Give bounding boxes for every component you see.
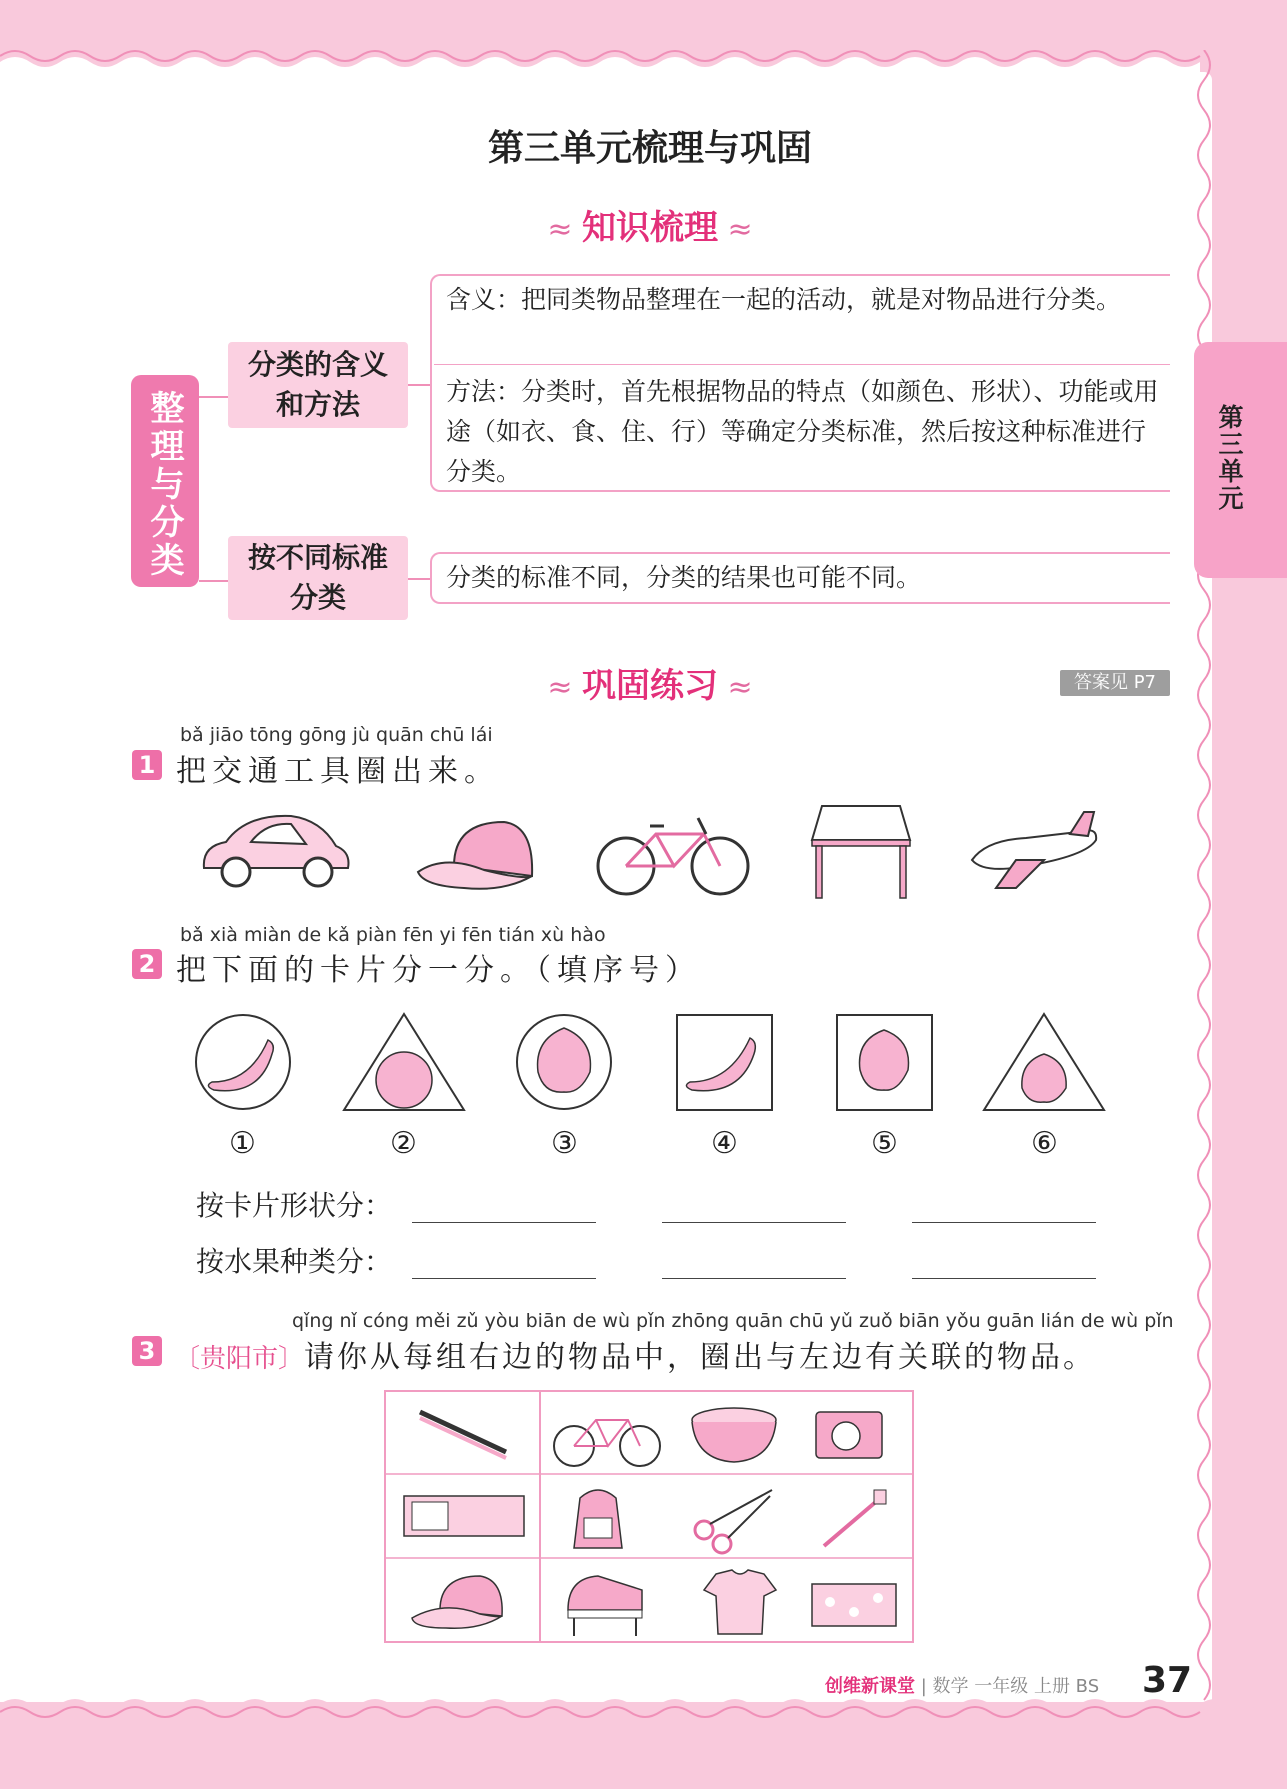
q3-number: 3 xyxy=(132,1336,162,1366)
footer-info: | 数学 一年级 上册 BS xyxy=(920,1676,1100,1697)
piano-icon[interactable] xyxy=(568,1576,642,1636)
tshirt-icon[interactable] xyxy=(704,1570,776,1634)
card-number-2: ② xyxy=(390,1126,417,1161)
wave-deco-icon: ≈ xyxy=(547,670,582,705)
section-heading-review xyxy=(0,200,1287,249)
branch-meaning-method xyxy=(228,342,408,428)
card-1-circle-banana xyxy=(196,1015,290,1109)
q1-text: 把交通工具圈出来。 xyxy=(176,754,500,789)
camera-icon[interactable] xyxy=(816,1412,882,1458)
connector-line xyxy=(199,396,228,398)
q1-number: 1 xyxy=(132,750,162,780)
footer-brand: 创维新课堂 xyxy=(825,1676,915,1697)
meaning-method-box xyxy=(430,274,1170,492)
card-number-4: ④ xyxy=(711,1126,738,1161)
card-number-1: ① xyxy=(229,1126,256,1161)
card-number-3: ③ xyxy=(551,1126,578,1161)
answer-blank[interactable] xyxy=(912,1222,1096,1223)
mindmap-root-label: 整理与分类 xyxy=(144,390,184,580)
right-wave-border xyxy=(1192,50,1237,1710)
fruit-cards xyxy=(190,1010,1190,1115)
section-heading-practice-label: 巩固练习 xyxy=(582,666,718,706)
q2-text: 把下面的卡片分一分。（填序号） xyxy=(176,953,701,988)
toothbrush-icon[interactable] xyxy=(824,1490,886,1546)
card-2-triangle-apple xyxy=(344,1014,464,1110)
answer-blank[interactable] xyxy=(662,1278,846,1279)
q3-text: 请你从每组右边的物品中，圈出与左边有关联的物品。 xyxy=(304,1340,1097,1375)
answer-blank[interactable] xyxy=(412,1222,596,1223)
wave-deco-icon: ≈ xyxy=(547,212,582,247)
connector-line xyxy=(408,384,430,386)
page-number: 37 xyxy=(1142,1660,1193,1701)
card-5-square-peach xyxy=(837,1015,932,1110)
unit-side-tab-label: 第三单元 xyxy=(1215,404,1244,512)
section-heading-review-label: 知识梳理 xyxy=(582,208,718,248)
cap-icon[interactable] xyxy=(414,816,538,892)
meaning-text: 含义：把同类物品整理在一起的活动，就是对物品进行分类。 xyxy=(446,285,1122,314)
footer xyxy=(825,1672,1099,1698)
standards-text: 分类的标准不同，分类的结果也可能不同。 xyxy=(446,563,922,592)
branch-meaning-method-label: 分类的含义和方法 xyxy=(248,348,389,421)
q2-number: 2 xyxy=(132,949,162,979)
standards-box xyxy=(430,552,1170,604)
scissors-icon[interactable] xyxy=(695,1490,772,1553)
q3-pinyin: qǐng nǐ cóng měi zǔ yòu biān de wù pǐn zhōng quān chū yǔ zuǒ biān yǒu guān lián de wù pǐn xyxy=(292,1310,1174,1332)
card-6-triangle-peach xyxy=(984,1014,1104,1110)
answer-blank[interactable] xyxy=(912,1278,1096,1279)
q2-pinyin: bǎ xià miàn de kǎ piàn fēn yi fēn tián xù hào xyxy=(180,924,606,946)
q3-city-tag: 〔贵阳市〕 xyxy=(174,1344,305,1374)
card-number-6: ⑥ xyxy=(1031,1126,1058,1161)
fabric-icon[interactable] xyxy=(812,1584,896,1626)
airplane-icon[interactable] xyxy=(966,808,1106,894)
table-icon[interactable] xyxy=(810,804,912,900)
branch-different-standards xyxy=(228,536,408,620)
wave-deco-icon: ≈ xyxy=(718,670,753,705)
page-title: 第三单元梳理与巩固 xyxy=(487,128,812,169)
bowl-icon[interactable] xyxy=(692,1408,776,1462)
match-grid-content xyxy=(384,1390,914,1643)
by-shape-label: 按卡片形状分： xyxy=(196,1189,393,1222)
cap-icon xyxy=(412,1576,502,1628)
connector-line xyxy=(199,580,228,582)
q3-line xyxy=(174,1332,1096,1376)
connector-line xyxy=(408,578,430,580)
q1-pinyin: bǎ jiāo tōng gōng jù quān chū lái xyxy=(180,724,493,746)
toothpaste-icon xyxy=(404,1496,524,1536)
answer-reference-badge: 答案见 P7 xyxy=(1060,670,1170,696)
car-icon[interactable] xyxy=(196,806,356,896)
by-fruit-label: 按水果种类分： xyxy=(196,1245,393,1278)
card-number-5: ⑤ xyxy=(871,1126,898,1161)
branch-different-standards-label: 按不同标准分类 xyxy=(248,541,389,614)
answer-blank[interactable] xyxy=(662,1222,846,1223)
bicycle-icon[interactable] xyxy=(594,804,752,900)
answer-blank[interactable] xyxy=(412,1278,596,1279)
card-3-circle-peach xyxy=(517,1015,611,1109)
backpack-icon[interactable] xyxy=(574,1490,622,1548)
bottom-wave-border xyxy=(0,1690,1287,1789)
box-divider xyxy=(434,364,1170,365)
wave-deco-icon: ≈ xyxy=(718,212,753,247)
card-4-square-banana xyxy=(677,1015,772,1110)
method-text: 方法：分类时，首先根据物品的特点（如颜色、形状）、功能或用途（如衣、食、住、行）等确定分类标准，然后按这种标准进行分类。 xyxy=(446,377,1159,486)
bicycle-icon[interactable] xyxy=(554,1420,660,1466)
chopsticks-icon xyxy=(420,1412,506,1458)
